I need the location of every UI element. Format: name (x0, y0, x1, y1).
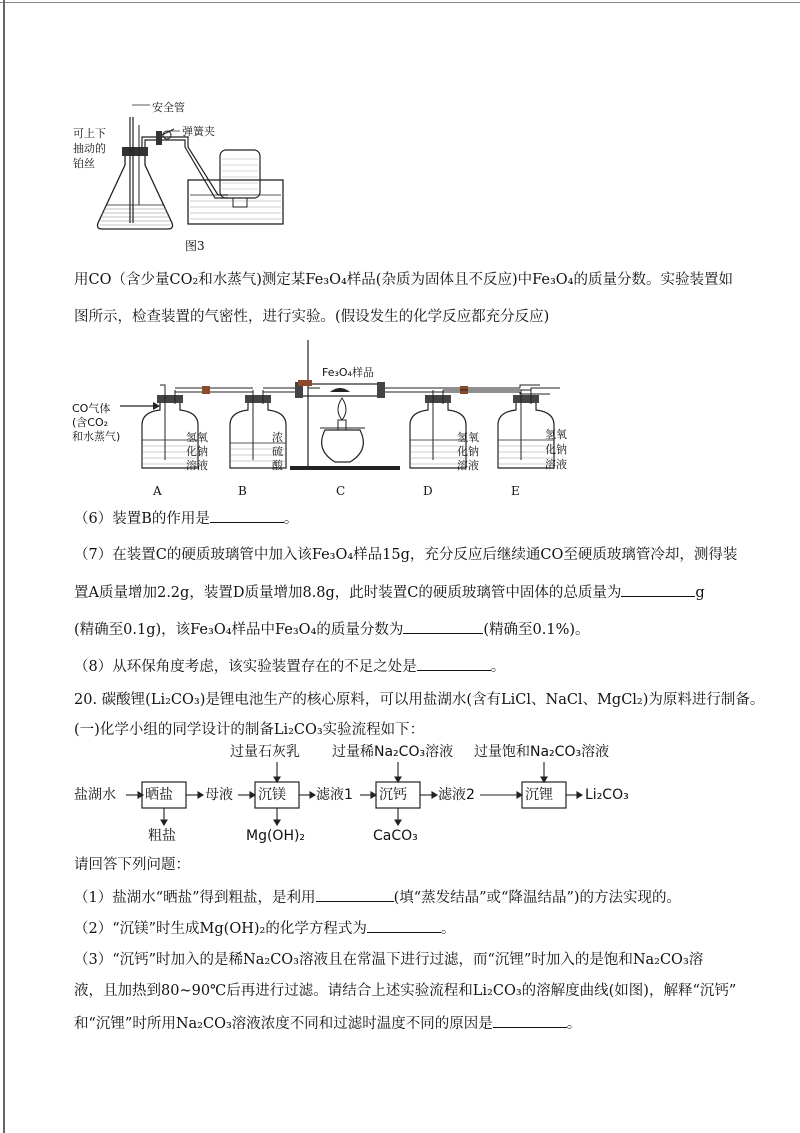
q3-line3 (74, 1013, 581, 1034)
flow-output-caco3: CaCO₃ (373, 828, 418, 844)
flow-start-salt-lake-water: 盐湖水 (74, 787, 116, 803)
label-c: C (336, 484, 346, 498)
label-b: B (238, 484, 247, 498)
q7-line3-end: (精确至0.1%)。 (483, 622, 590, 638)
bottle-d-line2: 化钠 (457, 445, 479, 458)
figure-3-caption: 图3 (185, 239, 205, 253)
q20-line2: (一)化学小组的同学设计的制备Li₂CO₃实验流程如下： (74, 722, 425, 738)
q7-mass-blank[interactable] (621, 582, 695, 597)
bottle-a-line2: 化钠 (186, 445, 208, 458)
label-bottle-a-contents (186, 431, 208, 473)
flow-output-mgoh2: Mg(OH)₂ (246, 828, 306, 844)
q6-end: 。 (283, 511, 299, 527)
flow-filtrate-1: 滤液1 (316, 787, 353, 803)
label-a: A (153, 484, 162, 498)
intro-line2: 图所示，检查装置的气密性，进行实验。(假设发生的化学反应都充分反应) (74, 309, 550, 325)
q7-line2-text: 置A质量增加2.2g，装置D质量增加8.8g，此时装置C的硬质玻璃管中固体的总质量为 (74, 585, 622, 601)
label-platinum-wire (73, 126, 106, 171)
q8-text: （8）从环保角度考虑，该实验装置存在的不足之处是 (74, 659, 417, 675)
bottle-e-line2: 化钠 (545, 443, 567, 456)
flow-box-evaporate: 晒盐 (145, 787, 173, 803)
q6-text: （6）装置B的作用是 (74, 511, 210, 527)
question-8 (74, 656, 505, 677)
question-6 (74, 508, 298, 529)
flow-output-crude-salt: 粗盐 (148, 828, 176, 844)
q3-end: 。 (566, 1016, 582, 1032)
q1-text: （1）盐湖水“晒盐”得到粗盐，是利用 (74, 890, 316, 906)
intro-line1: 用CO（含少量CO₂和水蒸气)测定某Fe₃O₄样品(杂质为固体且不反应)中Fe₃O₄的质量分数。实验装置如 (74, 272, 733, 288)
flow-box-li-precipitation: 沉锂 (525, 787, 553, 803)
bottle-b-line3: 酸 (272, 459, 283, 472)
q3-line3-text: 和“沉锂”时所用Na₂CO₃溶液浓度不同和过滤时温度不同的原因是 (74, 1016, 493, 1032)
bottle-b-line2: 硫 (272, 445, 283, 458)
q7-line1: （7）在装置C的硬质玻璃管中加入该Fe₃O₄样品15g，充分反应后继续通CO至硬质玻璃管冷却，测得装 (74, 547, 738, 563)
question-1 (74, 887, 681, 908)
q7-unit-g: g (695, 585, 705, 601)
label-fe3o4-sample: Fe₃O₄样品 (322, 366, 374, 379)
q7-line3-text: (精确至0.1g)，该Fe₃O₄样品中Fe₃O₄的质量分数为 (74, 622, 404, 638)
flow-reagent-dilute-na2co3: 过量稀Na₂CO₃溶液 (332, 744, 454, 760)
flow-mother-liquor: 母液 (205, 787, 233, 803)
bottle-e-line3: 溶液 (545, 458, 567, 471)
page-top-border (0, 2, 800, 3)
question-2 (74, 918, 455, 939)
label-d: D (423, 484, 433, 498)
label-e: E (511, 484, 520, 498)
bottle-b-line1: 浓 (272, 431, 283, 444)
q3-line1: （3）“沉钙”时加入的是稀Na₂CO₃溶液且在常温下进行过滤，而“沉锂”时加入的是饱和Na₂CO₃溶 (74, 952, 704, 968)
q8-answer-blank[interactable] (417, 656, 491, 671)
label-platinum-line1: 可上下 (73, 127, 106, 140)
label-spring-clip: 弹簧夹 (182, 125, 215, 138)
page-left-border (3, 0, 5, 1133)
q20-line1: 20. 碳酸锂(Li₂CO₃)是锂电池生产的核心原料，可以用盐湖水(含有LiCl、NaCl、MgCl₂)为原料进行制备。 (74, 692, 765, 708)
q6-answer-blank[interactable] (210, 508, 284, 523)
flow-reagent-saturated-na2co3: 过量饱和Na₂CO₃溶液 (474, 744, 610, 760)
flow-box-ca-precipitation: 沉钙 (379, 787, 407, 803)
q2-text: （2）“沉镁”时生成Mg(OH)₂的化学方程式为 (74, 921, 367, 937)
q8-end: 。 (490, 659, 506, 675)
q2-end: 。 (440, 921, 456, 937)
questions-prompt: 请回答下列问题： (74, 857, 190, 873)
q1-answer-blank[interactable] (316, 887, 394, 902)
q3-answer-blank[interactable] (493, 1013, 567, 1028)
q7-fraction-blank[interactable] (403, 619, 483, 634)
q3-line2: 液，且加热到80~90℃后再进行过滤。请结合上述实验流程和Li₂CO₃的溶解度曲线(如图)，解释“沉钙” (74, 983, 737, 999)
label-safety-tube: 安全管 (152, 101, 185, 114)
label-gas-inlet (72, 402, 120, 444)
label-bottle-e-contents (545, 427, 567, 472)
bottle-a-line1: 氢氧 (186, 431, 208, 444)
label-bottle-d-contents (457, 431, 479, 473)
gas-inlet-line2: (含CO₂ (72, 416, 109, 429)
bottle-d-line3: 溶液 (457, 459, 479, 472)
q7-line3 (74, 619, 590, 640)
gas-inlet-line1: CO气体 (72, 402, 111, 415)
gas-inlet-line3: 和水蒸气) (72, 430, 121, 443)
flow-filtrate-2: 滤液2 (438, 787, 475, 803)
flow-box-mg-precipitation: 沉镁 (258, 787, 286, 803)
q7-line2 (74, 582, 705, 603)
label-platinum-line2: 抽动的 (73, 142, 106, 155)
q2-answer-blank[interactable] (367, 918, 441, 933)
bottle-a-line3: 溶液 (186, 459, 208, 472)
flow-product-li2co3: Li₂CO₃ (585, 787, 629, 803)
flow-reagent-lime: 过量石灰乳 (230, 744, 300, 760)
bottle-e-line1: 氢氧 (545, 428, 567, 441)
label-platinum-line3: 铂丝 (73, 157, 95, 170)
bottle-d-line1: 氢氧 (457, 431, 479, 444)
q1-text-end: (填“蒸发结晶”或“降温结晶”)的方法实现的。 (393, 890, 682, 906)
label-bottle-b-contents (272, 431, 283, 473)
